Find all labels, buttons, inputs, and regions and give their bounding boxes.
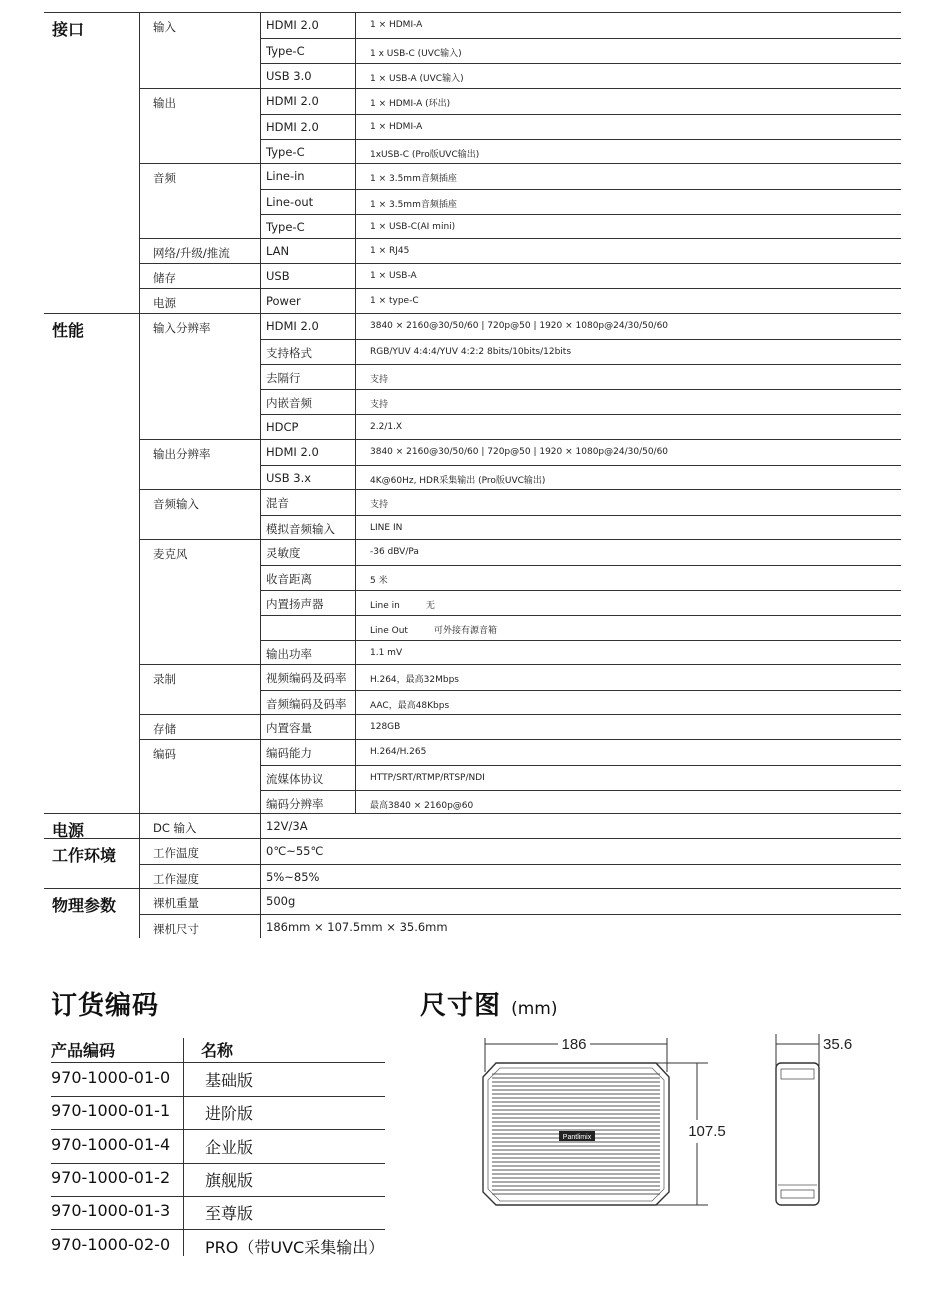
spec-value — [370, 598, 435, 611]
spec-category: 工作环境 — [52, 846, 117, 865]
spec-value — [370, 422, 402, 432]
table-row — [260, 590, 901, 615]
table-row — [260, 239, 901, 264]
spec-item: Type-C — [266, 44, 305, 58]
spec-value — [370, 773, 485, 783]
spec-subgroup — [139, 263, 901, 288]
table-row — [260, 139, 901, 164]
spec-value-text: 1 × 3.5mm音频插座 — [370, 200, 457, 210]
spec-subcategory: 编码 — [153, 747, 176, 761]
spec-subgroup — [139, 13, 901, 88]
table-column-rule — [139, 13, 140, 813]
table-row — [260, 440, 901, 465]
table-row — [139, 864, 901, 889]
spec-item: 编码能力 — [266, 746, 312, 760]
order-title: 订货编码 — [51, 991, 160, 1021]
spec-value-text: 128GB — [370, 722, 401, 732]
spec-subgroup — [139, 439, 901, 489]
spec-item: 模拟音频输入 — [266, 522, 335, 536]
height-label: 107.5 — [688, 1123, 726, 1140]
spec-subgroup — [139, 288, 901, 313]
spec-item: 内嵌音频 — [266, 396, 312, 410]
spec-item: HDMI 2.0 — [266, 319, 319, 333]
device-front-view — [483, 1063, 669, 1205]
spec-value — [370, 672, 459, 685]
table-row — [260, 63, 901, 88]
spec-subcategory: 网络/升级/推流 — [153, 246, 230, 260]
spec-value — [370, 271, 417, 281]
table-row — [260, 114, 901, 139]
order-code: 970-1000-01-4 — [51, 1134, 171, 1154]
table-column-rule — [139, 813, 140, 938]
spec-item: 裸机重量 — [153, 896, 199, 910]
spec-value — [370, 623, 497, 636]
spec-subgroup — [139, 739, 901, 814]
spec-value — [370, 347, 571, 357]
spec-category: 接口 — [52, 20, 85, 39]
spec-item: 流媒体协议 — [266, 772, 324, 786]
spec-value — [370, 321, 668, 331]
spec-value-text: 1 × HDMI-A — [370, 122, 423, 132]
spec-item: DC 输入 — [153, 821, 197, 835]
spec-item: 收音距离 — [266, 572, 312, 586]
order-name: 基础版 — [205, 1071, 254, 1090]
order-code: 970-1000-01-2 — [51, 1167, 171, 1187]
spec-subcategory: 音频 — [153, 171, 176, 185]
spec-value-text: LINE IN — [370, 523, 403, 533]
spec-value: 0℃~55℃ — [266, 844, 324, 858]
spec-value — [370, 222, 455, 232]
table-row — [260, 364, 901, 389]
table-row — [260, 790, 901, 815]
spec-item: 音频编码及码率 — [266, 697, 347, 711]
spec-item: Type-C — [266, 145, 305, 159]
spec-value-text: 支持 — [370, 375, 389, 385]
spec-value — [370, 96, 450, 109]
spec-value — [370, 147, 479, 160]
spec-category: 电源 — [52, 821, 85, 840]
order-row — [51, 1230, 385, 1263]
spec-value-detail: 可外接有源音箱 — [433, 626, 497, 636]
dimension-unit: (mm) — [511, 999, 558, 1019]
spec-item: Line-out — [266, 195, 314, 209]
table-row — [139, 814, 901, 839]
spec-item: USB 3.0 — [266, 69, 312, 83]
spec-item: 工作湿度 — [153, 872, 199, 886]
spec-value-text: 1xUSB-C (Pro版UVC输出) — [370, 150, 480, 160]
spec-subcategory: 输入分辨率 — [153, 321, 211, 335]
table-row — [260, 740, 901, 765]
spec-item: HDCP — [266, 420, 299, 434]
spec-group — [44, 838, 901, 888]
spec-value-text: 1 × HDMI-A — [370, 20, 423, 30]
table-column-rule — [355, 13, 356, 813]
spec-item: USB — [266, 269, 290, 283]
depth-label: 35.6 — [823, 1036, 853, 1053]
table-row — [260, 665, 901, 690]
spec-value: 186mm × 107.5mm × 35.6mm — [266, 920, 448, 934]
order-name: PRO（带UVC采集输出） — [205, 1237, 385, 1257]
spec-value-text: Line Out — [370, 626, 408, 636]
spec-item: 编码分辨率 — [266, 797, 324, 811]
spec-value-text: RGB/YUV 4:4:4/YUV 4:2:2 8bits/10bits/12bits — [370, 347, 572, 357]
spec-value — [370, 122, 422, 132]
table-row — [260, 515, 901, 540]
order-code: 970-1000-01-0 — [51, 1068, 171, 1087]
width-label: 186 — [561, 1036, 587, 1053]
table-row — [260, 389, 901, 414]
table-row — [260, 339, 901, 364]
spec-value: 5%~85% — [266, 870, 320, 884]
spec-value-text: 支持 — [370, 500, 389, 510]
spec-value-text: 1 × USB-C(AI mini) — [370, 222, 456, 232]
spec-subgroup — [139, 163, 901, 238]
spec-item: 去隔行 — [266, 371, 301, 385]
table-row — [260, 189, 901, 214]
spec-value — [370, 46, 462, 59]
spec-subgroup — [139, 238, 901, 263]
spec-value — [370, 523, 402, 533]
spec-subcategory: 输出分辨率 — [153, 447, 211, 461]
table-column-rule — [260, 813, 261, 938]
spec-value — [370, 648, 402, 658]
spec-item: LAN — [266, 244, 290, 258]
table-row — [139, 839, 901, 864]
order-code: 970-1000-02-0 — [51, 1234, 171, 1254]
table-row — [260, 289, 901, 314]
spec-subcategory: 输出 — [153, 96, 176, 110]
spec-item: 内置扬声器 — [266, 597, 324, 611]
order-name: 至尊版 — [205, 1204, 254, 1224]
spec-value — [370, 197, 457, 210]
spec-category: 性能 — [52, 321, 85, 340]
spec-value — [370, 372, 388, 385]
spec-value-text: H.264/H.265 — [370, 747, 427, 757]
spec-subcategory: 录制 — [153, 672, 176, 686]
spec-value: 12V/3A — [266, 819, 308, 833]
table-column-rule — [260, 13, 261, 813]
table-row — [139, 889, 901, 914]
spec-group — [44, 888, 901, 938]
spec-item: Type-C — [266, 220, 305, 234]
table-row — [260, 89, 901, 114]
table-row — [139, 914, 901, 939]
spec-item: Power — [266, 294, 301, 308]
spec-item: 灵敏度 — [266, 546, 301, 560]
spec-value — [370, 573, 388, 586]
spec-value — [370, 547, 419, 557]
spec-item: 支持格式 — [266, 346, 312, 360]
spec-item: 混音 — [266, 496, 289, 510]
spec-subcategory: 电源 — [153, 296, 176, 310]
spec-item: 视频编码及码率 — [266, 671, 347, 685]
spec-item: USB 3.x — [266, 471, 312, 485]
spec-item: 内置容量 — [266, 721, 312, 735]
spec-value — [370, 722, 400, 732]
table-row — [260, 565, 901, 590]
spec-category: 物理参数 — [52, 896, 117, 915]
spec-subcategory: 音频输入 — [153, 497, 199, 511]
table-row — [260, 164, 901, 189]
spec-value-text: 1 × USB-A — [370, 271, 417, 281]
spec-value — [370, 171, 457, 184]
table-row — [260, 690, 901, 715]
table-row — [260, 214, 901, 239]
spec-value — [370, 20, 422, 30]
spec-value-text: 3840 × 2160@30/50/60 | 720p@50 | 1920 × 1080p@24/30/50/60 — [370, 321, 669, 331]
spec-subgroup — [139, 314, 901, 439]
spec-value — [370, 798, 473, 811]
spec-value-text: 1 × HDMI-A (环出) — [370, 99, 451, 109]
spec-subgroup — [139, 714, 901, 739]
order-row — [51, 1130, 385, 1163]
spec-value: 500g — [266, 894, 296, 908]
spec-subcategory: 储存 — [153, 271, 176, 285]
order-name: 企业版 — [205, 1137, 254, 1157]
spec-value-detail: 无 — [425, 601, 435, 611]
order-head-name: 名称 — [201, 1041, 234, 1060]
spec-item: HDMI 2.0 — [266, 445, 319, 459]
spec-value — [370, 747, 426, 757]
spec-value — [370, 296, 419, 306]
spec-item: HDMI 2.0 — [266, 120, 319, 134]
spec-item: HDMI 2.0 — [266, 94, 319, 108]
spec-value — [370, 447, 668, 457]
dimension-drawing — [470, 1030, 870, 1220]
table-row — [260, 13, 901, 38]
spec-subcategory: 输入 — [153, 20, 176, 34]
table-row — [260, 264, 901, 289]
spec-group — [44, 813, 901, 838]
spec-value — [370, 497, 388, 510]
spec-value-text: 2.2/1.X — [370, 422, 403, 432]
spec-value — [370, 397, 388, 410]
order-row — [51, 1196, 385, 1229]
spec-value-text: 3840 × 2160@30/50/60 | 720p@50 | 1920 × 1080p@24/30/50/60 — [370, 447, 669, 457]
spec-subgroup — [139, 489, 901, 539]
spec-item: 工作温度 — [153, 846, 199, 860]
dimension-title-text: 尺寸图 — [420, 991, 502, 1021]
spec-item: 输出功率 — [266, 647, 312, 661]
table-row — [260, 615, 901, 640]
spec-value-text: 1 x USB-C (UVC输入) — [370, 49, 462, 59]
order-row — [51, 1096, 385, 1129]
spec-value-text: Line in — [370, 601, 400, 611]
table-row — [260, 414, 901, 439]
spec-value-text: H.264，最高32Mbps — [370, 675, 459, 685]
table-row — [260, 715, 901, 740]
spec-item: 裸机尺寸 — [153, 922, 199, 936]
device-side-view — [776, 1063, 819, 1205]
spec-value-text: 5 米 — [370, 576, 388, 586]
spec-group — [44, 313, 901, 813]
table-row — [260, 314, 901, 339]
spec-value-text: 支持 — [370, 400, 389, 410]
spec-subcategory: 存储 — [153, 722, 176, 736]
order-name: 旗舰版 — [205, 1170, 254, 1190]
spec-value-text: 1.1 mV — [370, 648, 403, 658]
spec-value-text: -36 dBV/Pa — [370, 547, 419, 557]
spec-item: Line-in — [266, 169, 305, 183]
spec-value-text: AAC，最高48Kbps — [370, 701, 450, 711]
order-code: 970-1000-01-3 — [51, 1201, 171, 1221]
order-head-code: 产品编码 — [51, 1041, 116, 1060]
spec-value-text: 1 × USB-A (UVC输入) — [370, 74, 464, 84]
spec-group — [44, 13, 901, 313]
spec-subgroup — [139, 88, 901, 163]
spec-value-text: HTTP/SRT/RTMP/RTSP/NDI — [370, 773, 485, 783]
spec-value-text: 最高3840 × 2160p@60 — [370, 801, 474, 811]
spec-value — [370, 246, 409, 256]
order-code: 970-1000-01-1 — [51, 1101, 171, 1121]
table-row — [260, 38, 901, 63]
table-row — [260, 490, 901, 515]
order-row — [51, 1063, 385, 1096]
spec-subcategory: 麦克风 — [153, 547, 188, 561]
spec-subgroup — [139, 539, 901, 664]
spec-item: HDMI 2.0 — [266, 18, 319, 32]
order-name: 进阶版 — [205, 1104, 254, 1124]
table-row — [260, 640, 901, 665]
spec-value-text: 1 × RJ45 — [370, 246, 410, 256]
spec-value — [370, 71, 464, 84]
spec-value-text: 1 × type-C — [370, 296, 419, 306]
spec-subgroup — [139, 664, 901, 714]
dimension-title — [420, 985, 557, 1022]
table-row — [260, 540, 901, 565]
table-row — [260, 765, 901, 790]
spec-value — [370, 473, 545, 486]
device-logo: Pantlimix — [562, 1134, 592, 1141]
spec-value — [370, 698, 449, 711]
spec-value-text: 4K@60Hz, HDR采集输出 (Pro版UVC输出) — [370, 476, 546, 486]
spec-value-text: 1 × 3.5mm音频插座 — [370, 174, 457, 184]
order-row — [51, 1163, 385, 1196]
table-row — [260, 465, 901, 490]
